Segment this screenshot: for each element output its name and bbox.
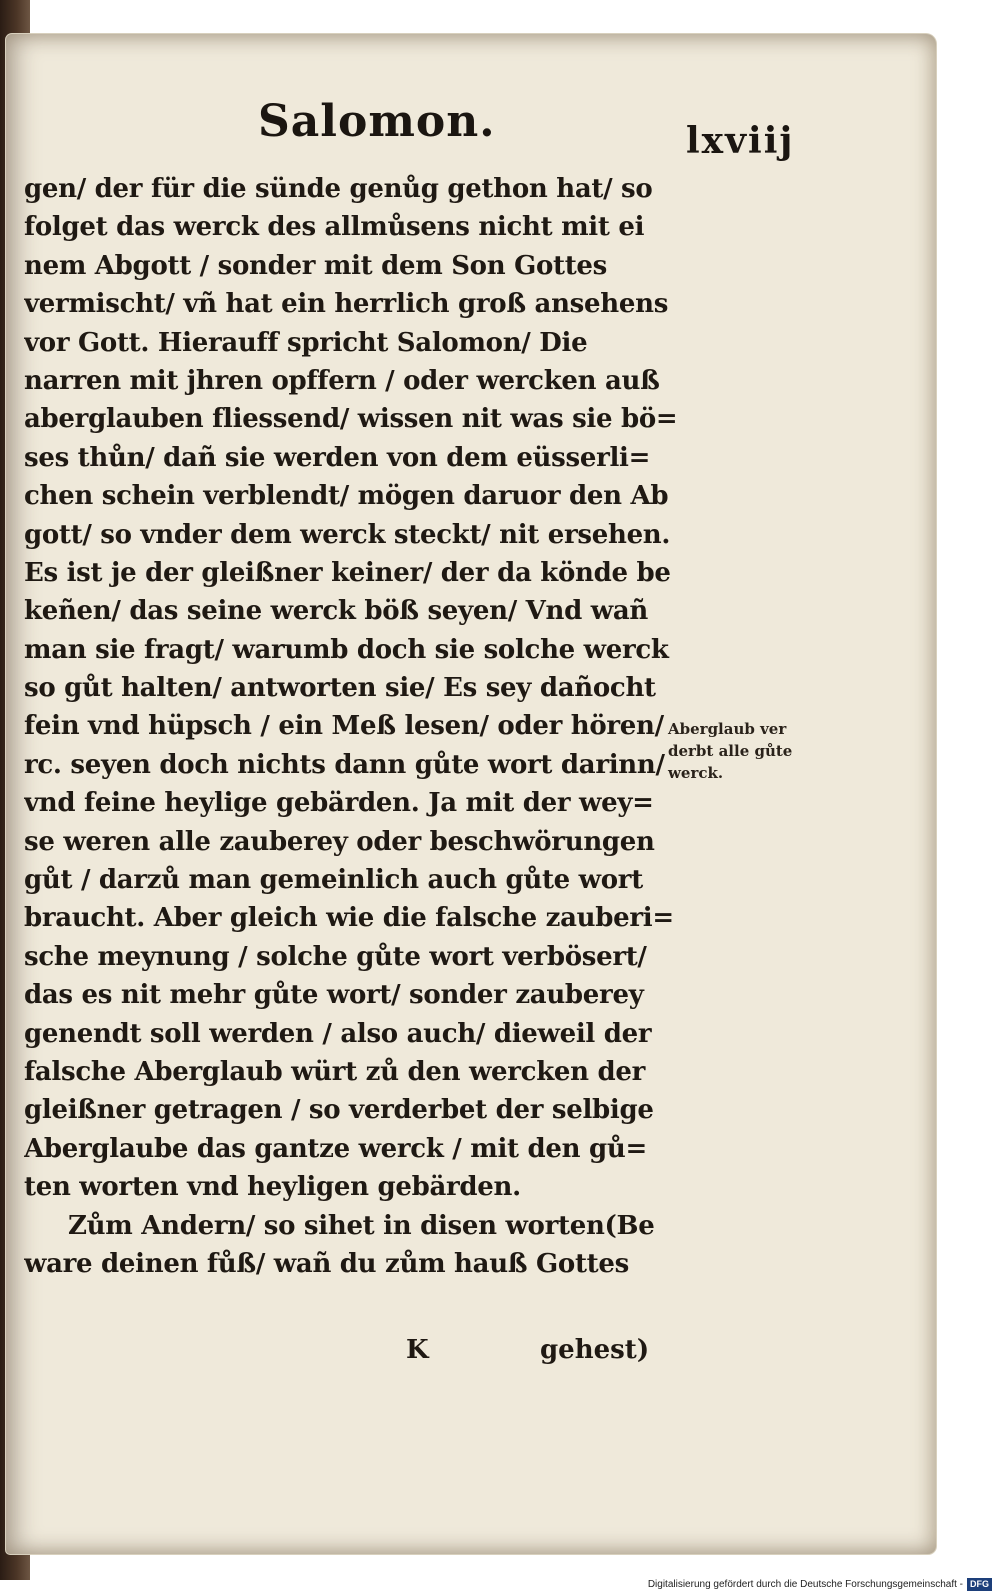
text-line: Es ist je der gleißner keiner/ der da könde be [24,557,671,588]
text-line: gen/ der für die sünde genůg gethon hat/ so [24,174,653,204]
text-line: gůt / darzů man gemeinlich auch gůte wort [24,865,643,896]
page-footer-row [6,1330,936,1370]
text-line: gott/ so vnder dem werck steckt/ nit ersehen. [24,519,671,550]
text-line: man sie fragt/ warumb doch sie solche werck [24,634,669,665]
digitization-footer [648,1576,992,1592]
main-text-block [24,170,684,1283]
footer-credit-text: Digitalisierung gefördert durch die Deutsche Forschungsgemeinschaft - [647,1578,963,1590]
text-line: sche meynung / solche gůte wort verbösert/ [24,941,647,972]
marginal-note [668,718,858,784]
text-line: fein vnd hüpsch / ein Meß lesen/ oder hören/ [24,711,664,742]
text-line: genendt soll werden / also auch/ dieweil der [24,1018,652,1049]
marginal-note-line: werck. [668,764,724,782]
folio-number: lxviij [686,120,795,162]
text-line: falsche Aberglaub würt zů den wercken der [24,1056,646,1087]
catchword: gehest) [540,1335,650,1365]
text-line: nem Abgott / sonder mit dem Son Gottes [24,250,608,281]
marginal-note-line: derbt alle gůte [668,742,793,760]
text-line: vermischt/ vñ hat ein herrlich groß ansehens [24,289,669,320]
text-line: aberglauben fliessend/ wissen nit was sie bö= [24,404,678,435]
text-line: so gůt halten/ antworten sie/ Es sey dañocht [24,673,656,704]
text-line: ses thůn/ dañ sie werden von dem eüsserli= [24,442,651,473]
text-line: chen schein verblendt/ mögen daruor den Ab [24,481,669,512]
text-line: gleißner getragen / so verderbet der selbige [24,1095,654,1126]
text-line: vor Gott. Hierauff spricht Salomon/ Die [24,327,588,358]
marginal-note-line: Aberglaub ver [668,720,787,738]
text-line: keñen/ das seine werck böß seyen/ Vnd wañ [24,596,648,627]
book-page [6,34,936,1554]
text-line: folget das werck des allmůsens nicht mit ei [24,212,645,243]
signature-mark: K [406,1335,429,1365]
running-head-title: Salomon. [258,96,496,147]
text-line: das es nit mehr gůte wort/ sonder zauberey [24,980,644,1011]
text-line: vnd feine heylige gebärden. Ja mit der wey= [24,788,654,819]
text-line: narren mit jhren opffern / oder wercken auß [24,365,660,396]
text-line: rc. seyen doch nichts dann gůte wort darinn/ [24,749,665,780]
text-line: ware deinen fůß/ wañ du zům hauß Gottes [24,1248,629,1279]
text-line: braucht. Aber gleich wie die falsche zauberi= [24,903,674,934]
text-line: se weren alle zauberey oder beschwörungen [24,826,655,857]
text-line: ten worten vnd heyligen gebärden. [24,1172,521,1203]
text-line: Zům Andern/ so sihet in disen worten(Be [68,1210,655,1241]
text-line: Aberglaube das gantze werck / mit den gů= [24,1133,647,1164]
dfg-logo: DFG [967,1578,992,1591]
